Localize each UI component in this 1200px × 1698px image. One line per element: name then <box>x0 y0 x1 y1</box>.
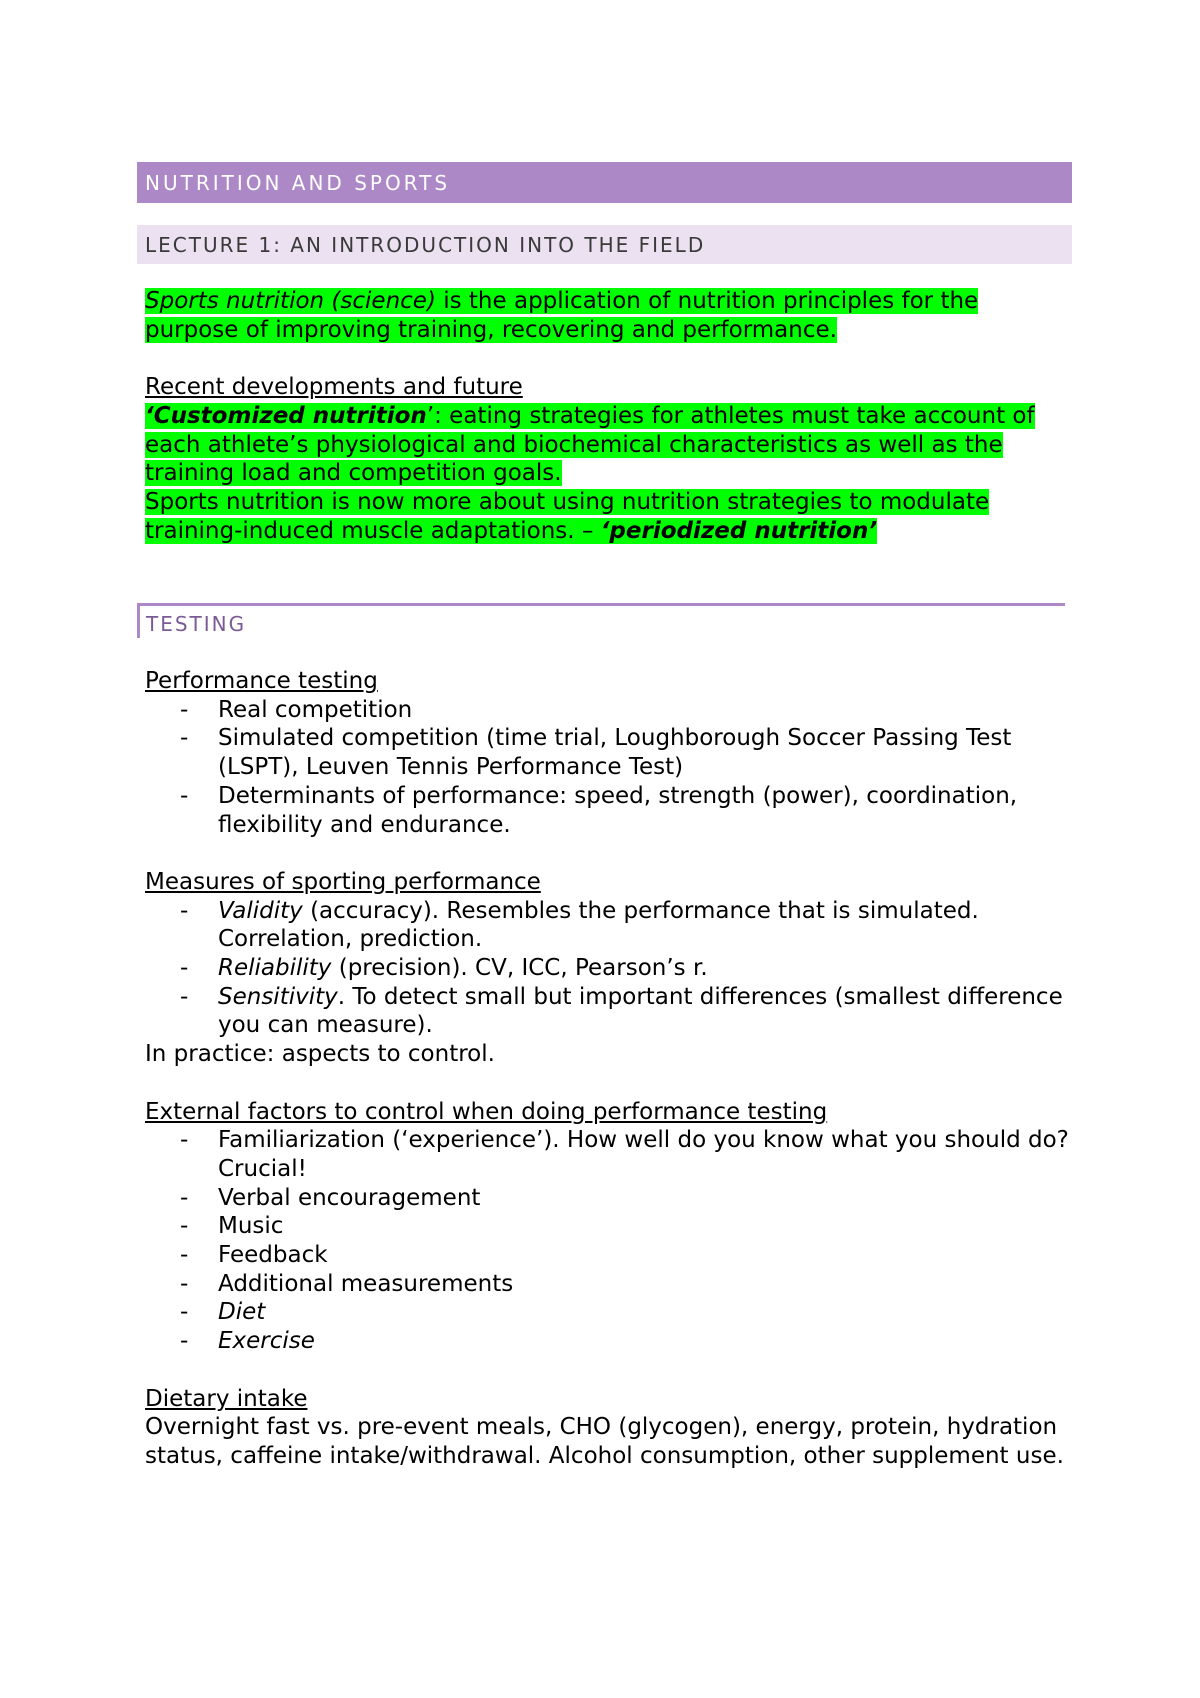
list-item: - Music <box>180 1213 284 1240</box>
document-page <box>137 162 1072 1471</box>
definition-text: is the application of nutrition principles for the purpose of improving training, recovering and performance. <box>145 288 979 343</box>
definition-paragraph <box>137 287 1072 344</box>
external-factors-heading: External factors to control when doing performance testing <box>145 1098 828 1125</box>
practice-note: In practice: aspects to control. <box>145 1041 495 1068</box>
dietary-intake-heading: Dietary intake <box>145 1385 308 1412</box>
list-item: - Additional measurements <box>180 1270 514 1297</box>
document-title: NUTRITION AND SPORTS <box>145 170 451 195</box>
external-factors-block <box>137 1098 1072 1356</box>
lecture-heading: LECTURE 1: AN INTRODUCTION INTO THE FIELD <box>145 232 706 257</box>
dash-bullet: - <box>180 696 189 723</box>
dash-bullet: - <box>180 1184 189 1211</box>
customized-nutrition-text: : eating strategies for athletes must take account of each athlete’s physiological and biochemical characteristics as well as the training load and competition goals. <box>145 402 1035 487</box>
list-item: - Verbal encouragement <box>180 1184 481 1211</box>
performance-testing-heading: Performance testing <box>145 668 378 694</box>
modulate-text: Sports nutrition is now more about using nutrition strategies to modulate training-induced muscle adaptations. – <box>145 488 990 544</box>
testing-section-title: TESTING <box>146 612 247 637</box>
lecture-heading-bar <box>137 225 1072 264</box>
dietary-intake-block <box>137 1385 1072 1471</box>
list-item: - Validity (accuracy). Resembles the performance that is simulated. Correlation, prediction. <box>180 897 979 953</box>
list-item: - Real competition <box>180 696 413 723</box>
dash-bullet: - <box>180 1127 189 1154</box>
list-item: - Feedback <box>180 1242 328 1269</box>
list-item: - Exercise <box>180 1328 315 1355</box>
list-item: - Familiarization (‘experience’). How well do you know what you should do? Crucial! <box>180 1127 1069 1182</box>
dash-bullet: - <box>180 955 189 982</box>
list-item: - Determinants of performance: speed, strength (power), coordination, flexibility and endurance. <box>180 782 1018 838</box>
list-item: - Diet <box>180 1299 266 1326</box>
dash-bullet: - <box>180 983 189 1010</box>
performance-testing-list <box>137 696 1072 840</box>
recent-developments-heading: Recent developments and future <box>145 374 523 401</box>
dash-bullet: - <box>180 1328 189 1355</box>
dash-bullet: - <box>180 725 189 752</box>
dash-bullet: - <box>180 782 189 809</box>
periodized-nutrition-term: ‘periodized nutrition’ <box>600 517 878 544</box>
dash-bullet: - <box>180 1242 189 1269</box>
performance-testing-block <box>137 667 1072 839</box>
customized-quote-end: ’ <box>426 402 435 429</box>
dietary-intake-text: Overnight fast vs. pre-event meals, CHO (glycogen), energy, protein, hydration status, caffeine intake/withdrawal. Alcohol consumption, other supplement use. <box>145 1414 1064 1469</box>
definition-term: Sports nutrition (science) <box>145 288 436 314</box>
external-factors-list <box>137 1126 1072 1356</box>
measures-list <box>137 897 1072 1041</box>
dash-bullet: - <box>180 897 189 924</box>
dash-bullet: - <box>180 1213 189 1240</box>
customized-nutrition-term: ‘Customized nutrition <box>145 402 427 429</box>
measures-block <box>137 868 1072 1069</box>
sensitivity-term: Sensitivity <box>218 983 338 1010</box>
list-item: - Sensitivity. To detect small but important differences (smallest difference you can measure). <box>180 983 1063 1039</box>
list-item: - Reliability (precision). CV, ICC, Pearson’s r. <box>180 955 708 982</box>
recent-developments-block <box>137 373 1072 545</box>
measures-heading: Measures of sporting performance <box>145 868 541 895</box>
document-title-bar <box>137 162 1072 203</box>
list-item: - Simulated competition (time trial, Loughborough Soccer Passing Test (LSPT), Leuven Tennis Performance Test) <box>180 725 1012 781</box>
reliability-term: Reliability <box>218 955 332 982</box>
dash-bullet: - <box>180 1270 189 1297</box>
validity-term: Validity <box>218 897 303 924</box>
dash-bullet: - <box>180 1299 189 1326</box>
testing-section-header <box>137 603 1065 638</box>
